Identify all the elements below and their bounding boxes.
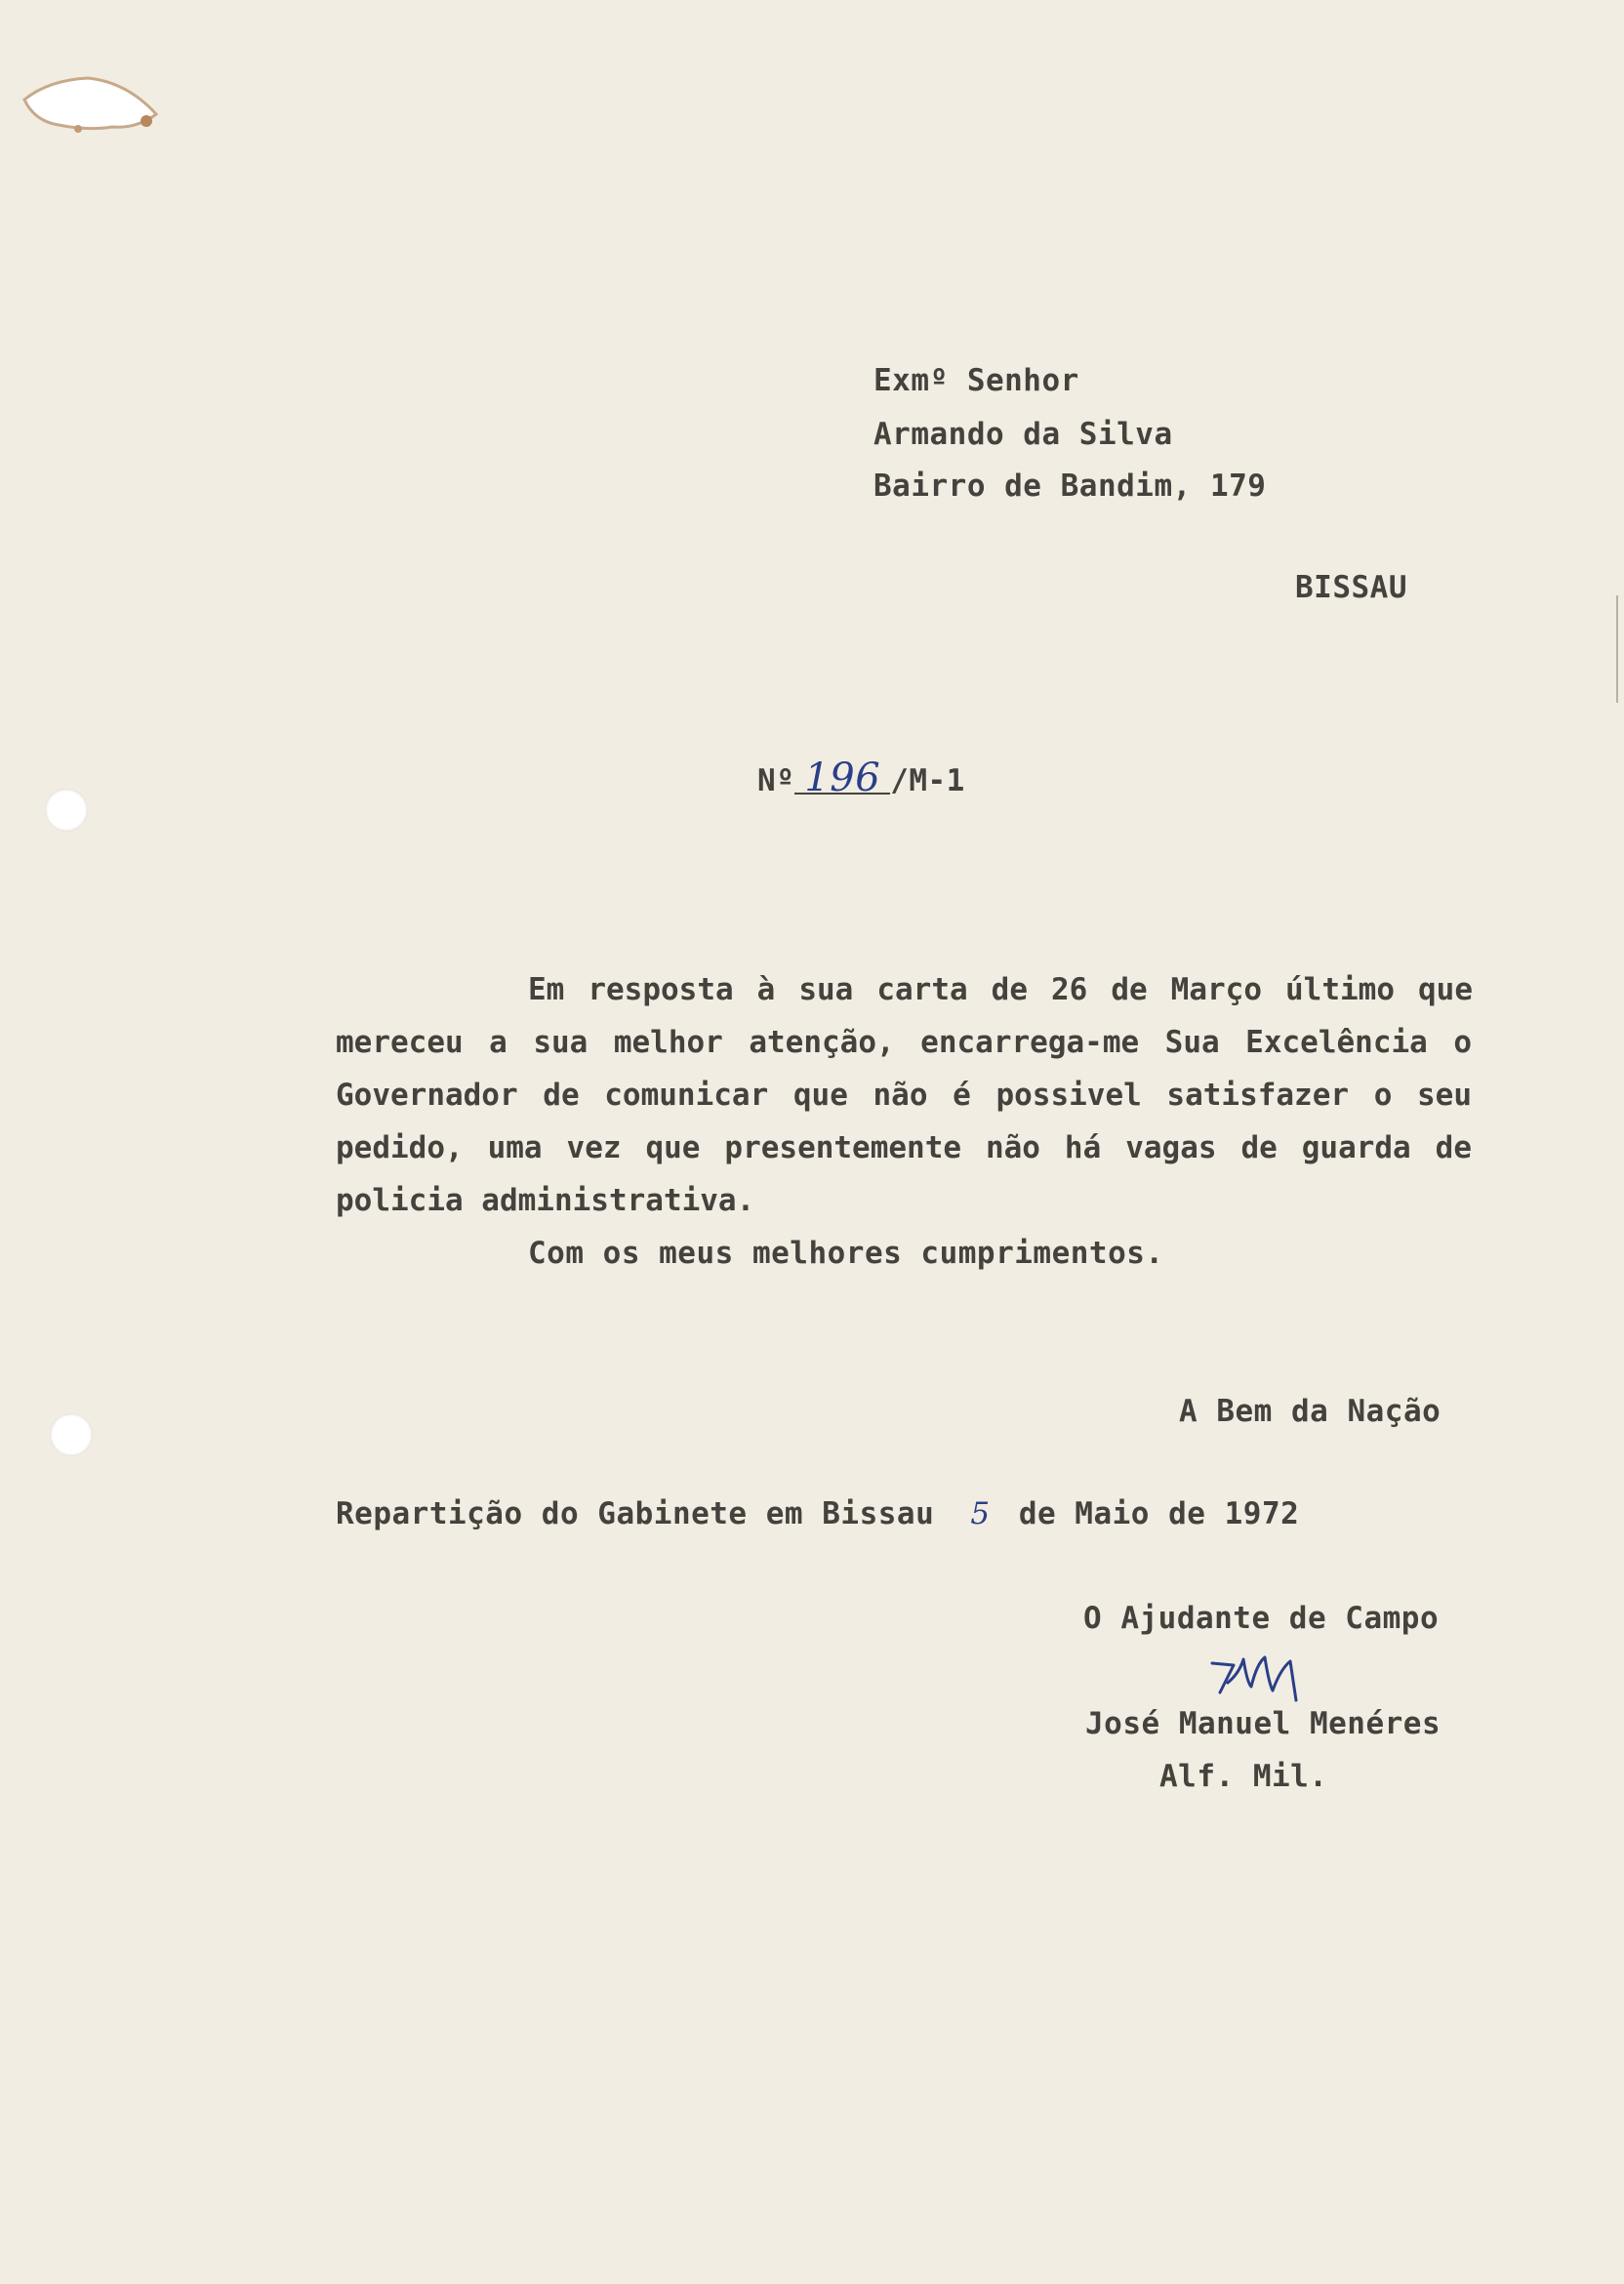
punch-hole-upper	[45, 789, 88, 832]
recipient-salutation: Exmº Senhor	[873, 363, 1079, 398]
recipient-city: BISSAU	[1295, 570, 1407, 605]
date-prefix: Repartição do Gabinete em Bissau	[336, 1496, 935, 1531]
recipient-address: Bairro de Bandim, 179	[873, 469, 1267, 504]
reference-handwritten-number: 196	[804, 755, 881, 800]
punch-hole-lower	[50, 1413, 93, 1456]
body-line-3: Governador de comunicar que não é possivel satisfazer o seu	[336, 1078, 1472, 1113]
signature-title: O Ajudante de Campo	[1083, 1601, 1440, 1636]
signature-name: José Manuel Menéres	[1085, 1706, 1441, 1741]
reference-prefix: Nº	[757, 763, 795, 798]
reference-suffix: /M-1	[890, 763, 965, 798]
reference-handwritten-wrap	[794, 755, 890, 800]
paper-edge-mark	[1616, 595, 1618, 703]
recipient-name: Armando da Silva	[873, 417, 1173, 452]
body-line-5: policia administrativa.	[336, 1183, 755, 1218]
date-handwritten-day: 5	[970, 1496, 991, 1531]
reference-number	[757, 755, 965, 800]
body-line-1: Em resposta à sua carta de 26 de Março último que	[528, 972, 1473, 1007]
handwritten-signature	[1200, 1644, 1318, 1712]
date-line	[336, 1496, 1299, 1531]
torn-corner-mark	[20, 61, 166, 139]
body-closing: Com os meus melhores cumprimentos.	[528, 1236, 1164, 1271]
motto: A Bem da Nação	[1179, 1394, 1441, 1429]
body-line-2: mereceu a sua melhor atenção, encarrega-me Sua Excelência o	[336, 1025, 1472, 1060]
body-line-4: pedido, uma vez que presentemente não há vagas de guarda de	[336, 1130, 1472, 1165]
date-suffix: de Maio de 1972	[1018, 1496, 1300, 1531]
signature-rank: Alf. Mil.	[1159, 1759, 1328, 1794]
